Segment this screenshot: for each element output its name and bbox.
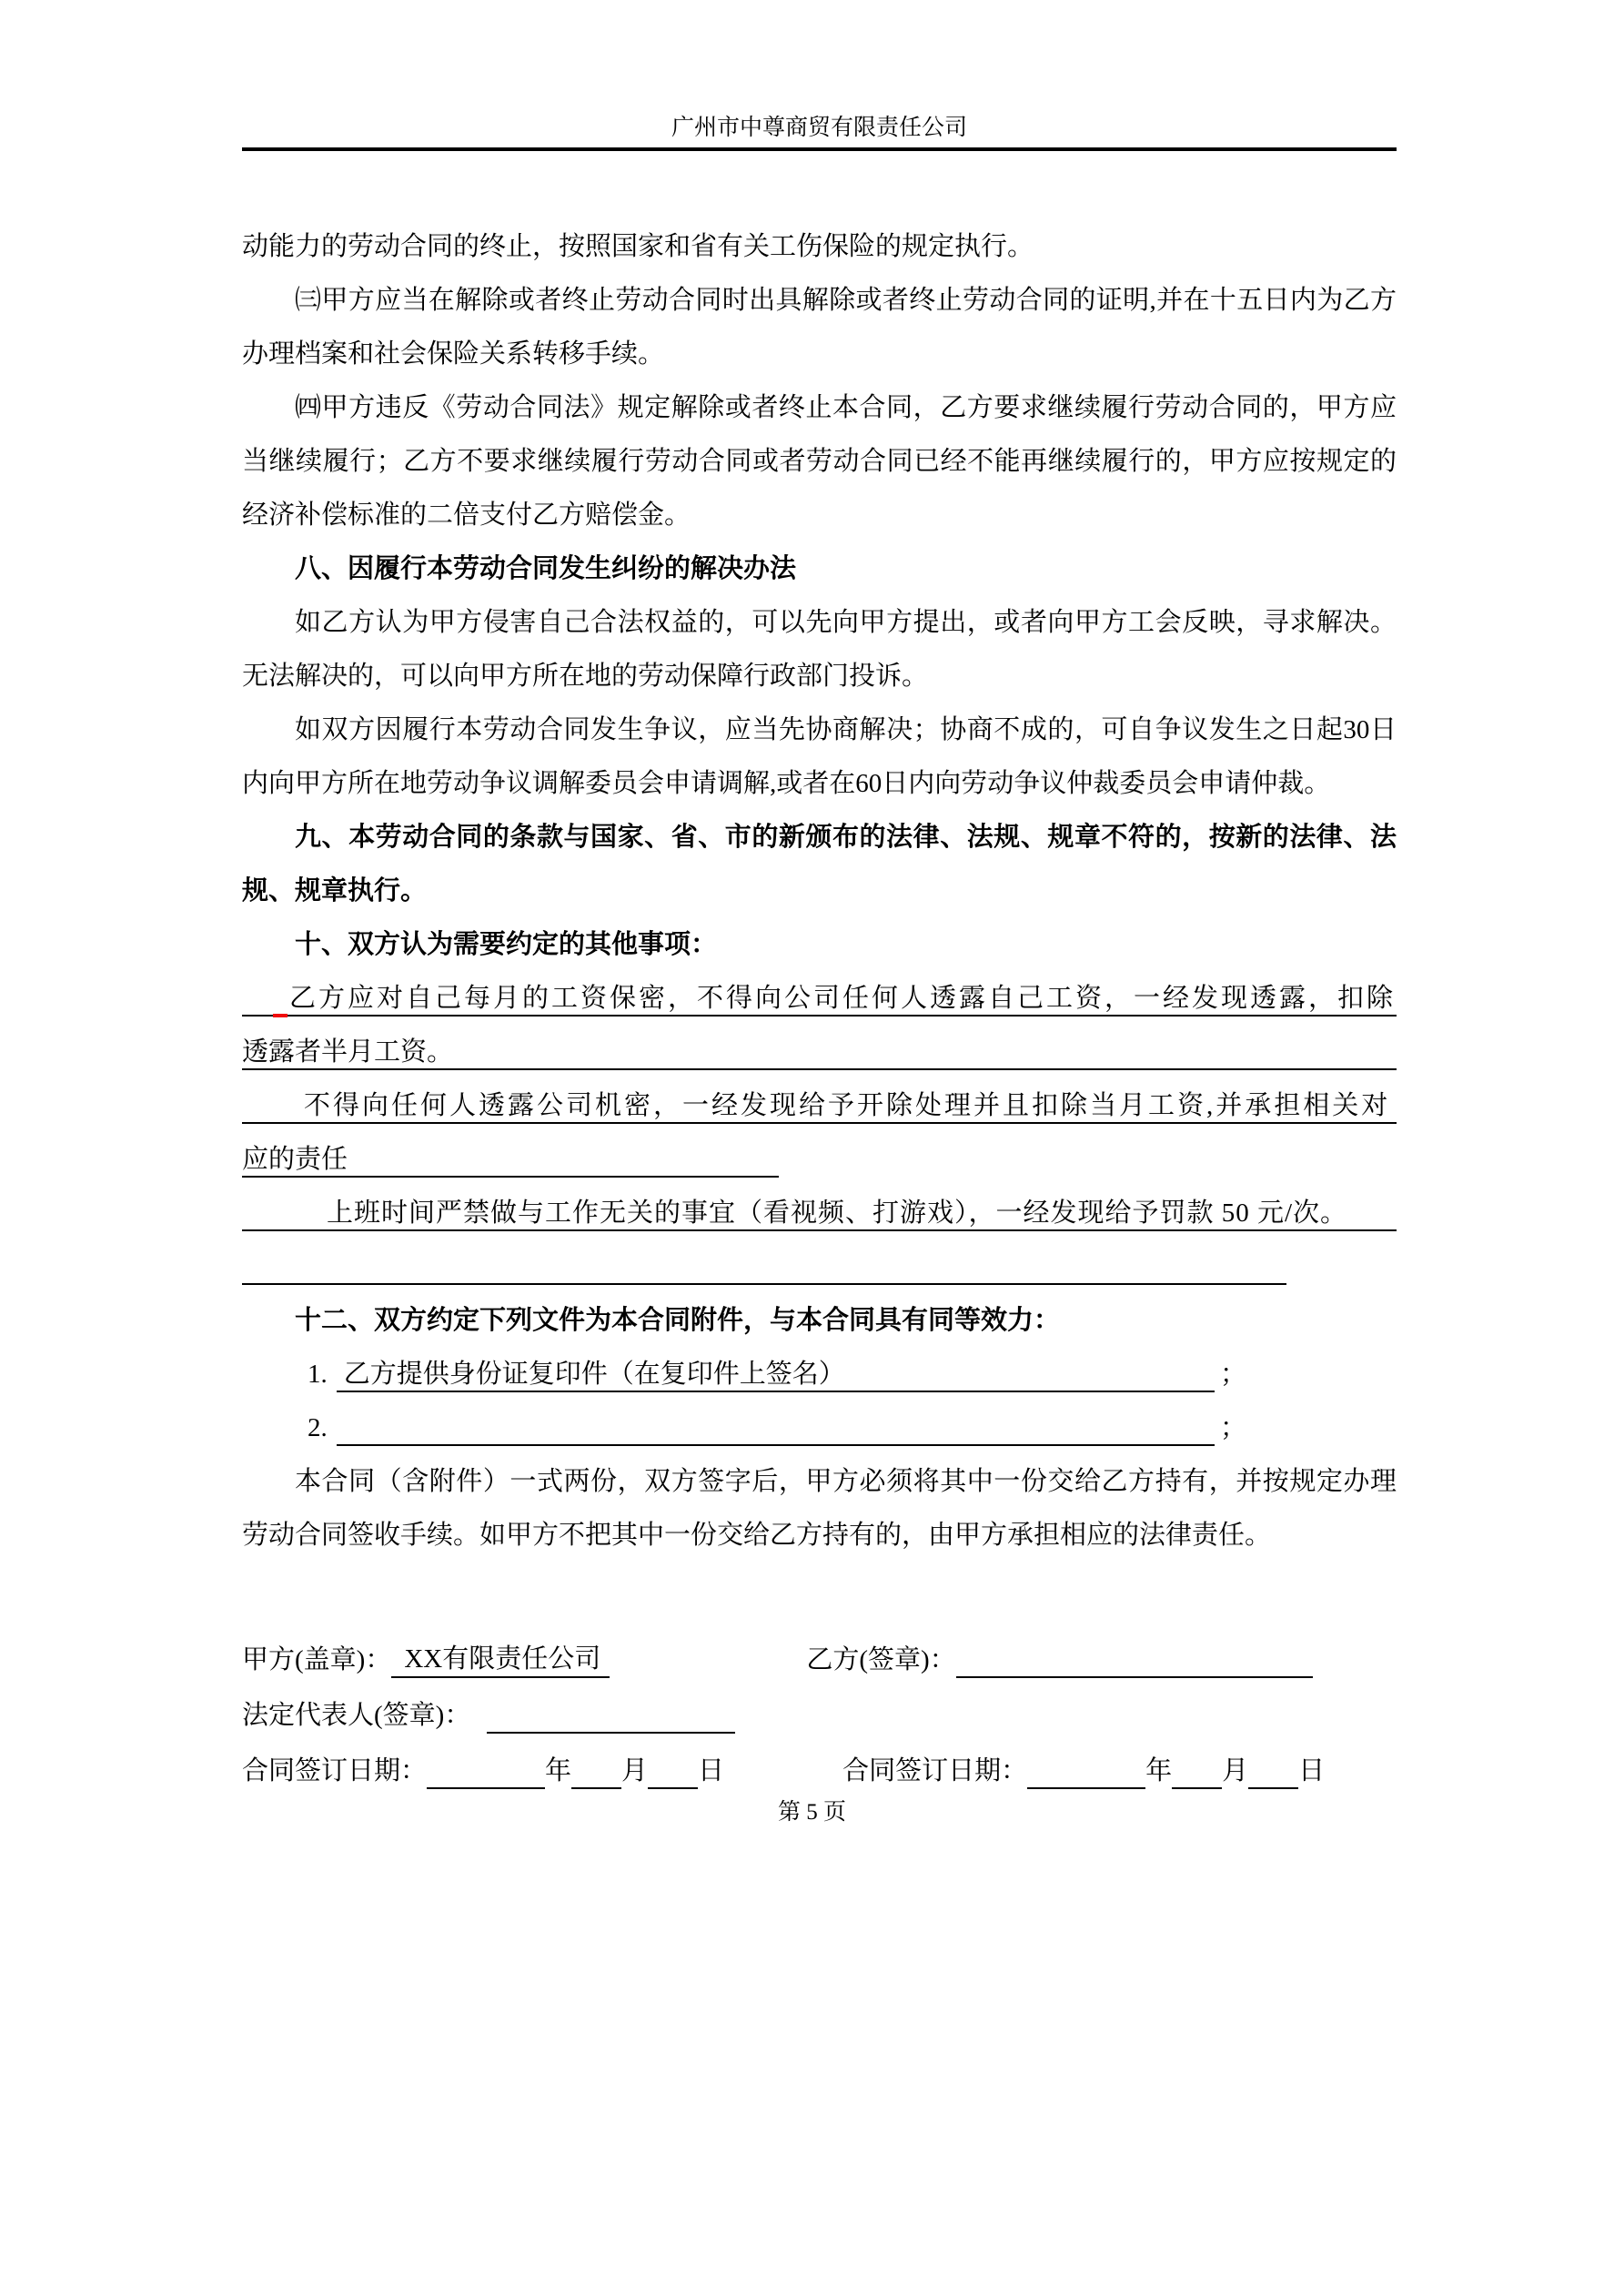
company-name: 广州市中尊商贸有限责任公司 — [671, 116, 967, 140]
page-header — [242, 0, 1397, 151]
paragraph-dispute-1: 如乙方认为甲方侵害自己合法权益的，可以先向甲方提出，或者向甲方工会反映，寻求解决。无法解决的，可以向甲方所在地的劳动保障行政部门投诉。 — [242, 608, 1397, 691]
date-b-month-label: 月 — [1222, 1756, 1249, 1785]
legal-rep-label: 法定代表人(签章)： — [242, 1701, 471, 1730]
clause-company-secret-line2 — [242, 1133, 1397, 1187]
signature-row-dates — [242, 1744, 1397, 1799]
party-a-label: 甲方(盖章)： — [242, 1645, 392, 1674]
date-b-month-blank — [1172, 1744, 1222, 1789]
paragraph-clause-three: ㈢甲方应当在解除或者终止劳动合同时出具解除或者终止劳动合同的证明,并在十五日内为乙方办理档案和社会保险关系转移手续。 — [242, 286, 1397, 369]
attachment-item-1-text: 乙方提供身份证复印件（在复印件上签名） — [343, 1360, 845, 1389]
clause-salary-secret-line1 — [242, 972, 1397, 1026]
signature-block — [242, 1633, 1397, 1799]
clause-salary-secret-line2 — [242, 1026, 1397, 1079]
signature-row-parties — [242, 1633, 1397, 1688]
paragraph-dispute-2: 如双方因履行本劳动合同发生争议，应当先协商解决；协商不成的，可自争议发生之日起30日内向甲方所在地劳动争议调解委员会申请调解,或者在60日内向劳动争议仲裁委员会申请仲裁。 — [242, 715, 1397, 798]
attachment-item-1-underline — [337, 1348, 1215, 1401]
attachment-item-2-semicolon: ； — [1220, 1413, 1247, 1442]
clause-company-secret-line1-text: 不得向任何人透露公司机密，一经发现给予开除处理并且扣除当月工资,并承担相关对 — [304, 1091, 1391, 1120]
paragraph-injury-insurance: 动能力的劳动合同的终止，按照国家和省有关工伤保险的规定执行。 — [242, 232, 1034, 261]
section-heading-8: 八、因履行本劳动合同发生纠纷的解决办法 — [295, 554, 797, 583]
clause-work-time-line — [242, 1187, 1397, 1240]
legal-rep-signature-blank — [487, 1688, 735, 1734]
page-number: 第 5 页 — [777, 1800, 846, 1825]
sign-date-label-b: 合同签订日期： — [842, 1756, 1028, 1785]
section-heading-10: 十、双方认为需要约定的其他事项： — [295, 930, 718, 959]
paragraph-clause-four: ㈣甲方违反《劳动合同法》规定解除或者终止本合同，乙方要求继续履行劳动合同的，甲方应当继续履行；乙方不要求继续履行劳动合同或者劳动合同已经不能再继续履行的，甲方应按规定的经济补偿标准的二倍支付乙方赔偿金。 — [242, 393, 1397, 530]
attachment-item-2 — [242, 1401, 1246, 1455]
date-a-month-label: 月 — [621, 1756, 649, 1785]
date-b-day-label: 日 — [1298, 1756, 1326, 1785]
party-a-name: XX有限责任公司 — [404, 1644, 601, 1674]
section-heading-12: 十二、双方约定下列文件为本合同附件，与本合同具有同等效力： — [295, 1306, 1061, 1335]
date-a-month-blank — [571, 1744, 621, 1789]
date-a-year-label: 年 — [545, 1756, 572, 1785]
attachment-item-1 — [242, 1348, 1246, 1401]
clause-company-secret-line2-text: 应的责任 — [242, 1145, 348, 1174]
date-b-day-blank — [1248, 1744, 1298, 1789]
paragraph-copies: 本合同（含附件）一式两份，双方签字后，甲方必须将其中一份交给乙方持有，并按规定办理劳动合同签收手续。如甲方不把其中一份交给乙方持有的，由甲方承担相应的法律责任。 — [242, 1467, 1397, 1550]
clause-work-time-line-text: 上班时间严禁做与工作无关的事宜（看视频、打游戏），一经发现给予罚款 50 元/次。 — [327, 1199, 1348, 1228]
red-spellcheck-mark — [273, 1014, 287, 1017]
date-a-day-label: 日 — [698, 1756, 725, 1785]
date-b-year-blank — [1027, 1744, 1145, 1789]
date-a-day-blank — [648, 1744, 698, 1789]
party-b-signature-blank — [956, 1633, 1313, 1678]
party-a-name-blank — [391, 1633, 610, 1678]
clause-company-secret-line1 — [242, 1079, 1397, 1133]
date-b-year-label: 年 — [1145, 1756, 1173, 1785]
attachment-item-1-semicolon: ； — [1220, 1360, 1247, 1389]
contract-body — [242, 220, 1397, 1799]
blank-underline-line — [242, 1240, 1397, 1294]
attachment-item-2-underline — [337, 1401, 1215, 1455]
attachment-item-1-number: 1. — [308, 1360, 328, 1389]
attachment-item-2-number: 2. — [308, 1413, 328, 1442]
section-heading-9: 九、本劳动合同的条款与国家、省、市的新颁布的法律、法规、规章不符的，按新的法律、法规、规章执行。 — [242, 823, 1397, 905]
clause-salary-secret-line2-text: 透露者半月工资。 — [242, 1037, 454, 1067]
date-a-year-blank — [427, 1744, 545, 1789]
clause-salary-secret-line1-text: 乙方应对自己每月的工资保密，不得向公司任何人透露自己工资，一经发现透露，扣除 — [289, 984, 1397, 1013]
page-footer — [0, 1799, 1624, 1826]
signature-row-legal-rep — [242, 1688, 1397, 1744]
party-b-label: 乙方(签章)： — [806, 1645, 956, 1674]
sign-date-label-a: 合同签订日期： — [242, 1756, 428, 1785]
